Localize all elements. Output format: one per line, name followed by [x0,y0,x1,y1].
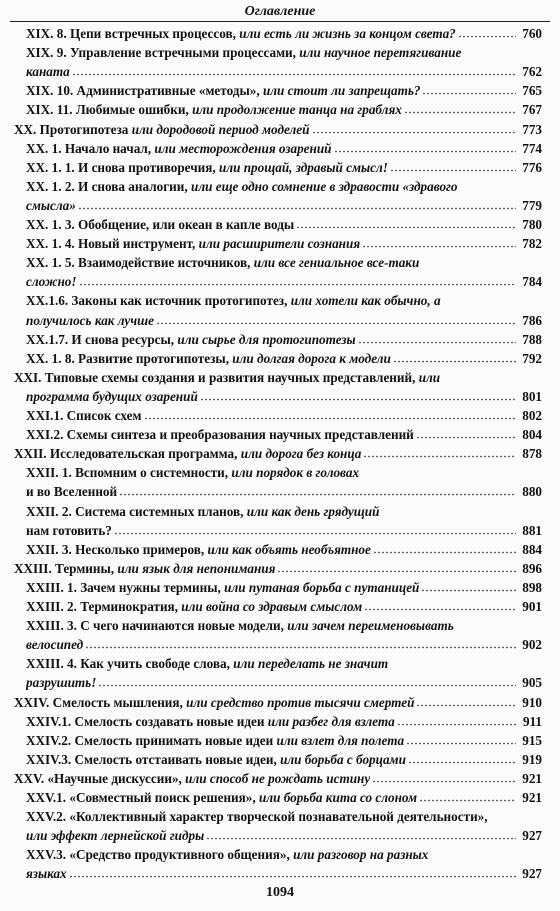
entry-title [26,387,198,406]
entry-title-text: XX. Протогипотеза [14,121,129,137]
toc-entry [0,330,560,349]
toc-entry [0,845,560,864]
entry-subtitle: или дородовой период моделей [128,121,310,137]
dot-leader [397,714,516,726]
page-number: 898 [522,579,542,595]
entry-title [26,139,332,158]
toc-entry [0,616,560,635]
toc-line [26,196,542,215]
toc-entry [0,24,560,43]
toc-line [26,425,542,444]
entry-subtitle: или борьба с борцами [276,751,406,767]
entry-title-text: XXI.2. Схемы синтеза и преобразования научных представлений [26,427,414,443]
dot-leader [404,102,516,114]
page-number: 921 [522,790,542,805]
page-number: 762 [522,64,542,80]
entry-title-text: XXII. 1. Вспомним о системности, [26,465,229,481]
toc-line [26,100,542,119]
toc-line [26,139,542,158]
page-number: 784 [522,274,542,290]
toc-entry [0,482,560,501]
toc-line [26,788,542,807]
page-number: 921 [522,770,542,786]
toc-line [14,693,542,712]
dot-leader [72,64,516,76]
toc-line [26,673,542,692]
entry-title-text: XXIII. 1. Зачем нужны термины, [26,579,221,595]
entry-title [26,272,77,291]
dot-leader [312,122,517,134]
entry-title-text: нам готовить? [26,522,112,538]
toc-line [26,177,542,196]
entry-title-text: XXIV.1. Смелость создавать новые идеи [26,713,265,729]
toc-line [14,769,542,788]
dot-leader [416,695,516,707]
entry-title-text: XXIII. 3. С чего начинаются новые модели, [26,618,284,634]
toc-line [26,253,542,272]
toc-line [26,406,542,425]
dot-leader [419,790,516,802]
toc-line [26,654,542,673]
toc-line [26,349,542,368]
entry-title [26,62,70,81]
dot-leader [408,752,516,764]
entry-title [26,463,359,482]
entry-title-text: XXV.1. «Совместный поиск решения», [26,790,256,805]
entry-title-text: XIX. 8. Цепи встречных процессов, [26,26,236,41]
page-number: 782 [522,236,542,252]
page-number: 919 [522,751,542,767]
entry-title [26,578,419,597]
toc-entry [0,597,560,616]
entry-title [26,712,395,731]
entry-subtitle: программа будущих озарений [26,388,198,404]
entry-title [26,349,391,368]
entry-subtitle: или стоит ли запрещать? [259,83,421,99]
entry-subtitle: или средство против тысячи смертей [182,694,415,710]
toc-entry [0,81,560,100]
toc-line [14,368,542,387]
toc-line [26,62,542,81]
dot-leader [362,236,516,248]
entry-title [26,845,428,864]
toc-entry [0,62,560,81]
entry-title [14,444,361,463]
dot-leader [373,542,516,554]
page-number: 927 [522,866,542,882]
page-number: 802 [522,408,542,423]
toc-line [26,597,542,616]
dot-leader [144,408,516,420]
entry-title [14,120,310,139]
toc-entry [0,807,560,826]
toc-entry [0,349,560,368]
entry-title-text: XIX. 9. Управление встречными процессами, [26,45,296,61]
entry-title-text: и во Вселенной [26,484,118,500]
entry-subtitle: или хотели как обычно, а [287,293,441,309]
toc-line [26,731,542,750]
toc-line [26,158,542,177]
entry-title [26,540,371,559]
toc-line [14,444,542,463]
entry-title [26,654,388,673]
toc-line [26,215,542,234]
entry-subtitle: или взлет для полета [273,732,405,748]
entry-subtitle: или есть ли жизнь за концом света? [235,26,456,41]
dot-leader [69,866,516,878]
page-number: 801 [522,388,542,404]
page-number: 792 [522,350,542,366]
page-number: 878 [522,446,542,462]
page-folio: 1094 [266,885,294,900]
entry-title-text: XX. 1. 5. Взаимодействие источников, [26,255,251,271]
toc-line [26,750,542,769]
toc-entry [0,158,560,177]
entry-subtitle: или война со здравым смыслом [177,599,363,614]
header-rule [10,21,550,22]
page-number: 767 [522,102,542,118]
page-number: 881 [522,522,542,538]
toc-entry [0,387,560,406]
toc-line [26,330,542,349]
entry-title-text: XIX. 10. Административные «методы», [26,83,260,99]
entry-title-text: XXV.2. «Коллективный характер творческой познавательной деятельности», [26,809,488,825]
dot-leader [114,523,516,535]
toc-entry [0,196,560,215]
toc-line [26,712,542,731]
entry-title-text: XX. 1. 8. Развитие протогипотезы, [26,350,229,366]
running-header-title: Оглавление [244,4,316,19]
entry-subtitle: или [415,369,441,385]
entry-title-text: XXV.3. «Средство продуктивного общения», [26,847,290,863]
toc-line [26,387,542,406]
page-number: 765 [522,83,542,99]
toc-entry [0,578,560,597]
entry-subtitle: или разбег для взлета [264,713,395,729]
dot-leader [416,427,516,439]
dot-leader [390,160,516,172]
toc-line [26,826,542,845]
dot-leader [85,637,516,649]
dot-leader [363,446,516,458]
entry-title-text: XX.1.6. Законы как источник протогипотез, [26,293,288,309]
entry-title [26,234,360,253]
entry-subtitle: или переделать не значит [229,656,389,672]
toc-entry [0,635,560,654]
toc-entry [0,693,560,712]
toc-line [26,635,542,654]
toc-entry [0,291,560,310]
toc-entry [0,100,560,119]
entry-title [14,769,370,788]
entry-title [26,616,454,635]
page-number: 776 [522,159,542,175]
toc-line [26,845,542,864]
entry-title [26,788,417,807]
entry-subtitle: сложно! [26,274,77,290]
entry-title-text: XXI. Типовые схемы создания и развития научных представлений, [14,369,416,385]
entry-title [26,196,76,215]
dot-leader [334,141,516,153]
page-number: 901 [522,599,542,614]
entry-subtitle: или прощай, здравый смысл! [215,159,388,175]
toc-entry [0,368,560,387]
entry-title [26,311,154,330]
entry-subtitle: или порядок в головах [228,465,360,481]
entry-title [26,826,204,845]
entry-subtitle: велосипед [26,637,84,653]
entry-subtitle: или продолжение танца на граблях [188,102,402,118]
page-number: 786 [522,312,542,328]
dot-leader [393,351,516,363]
toc-entry [0,788,560,807]
table-of-contents [0,24,560,884]
entry-title-text: XXI.1. Список схем [26,408,142,423]
toc-line [14,559,542,578]
toc-entry [0,234,560,253]
toc-line [26,540,542,559]
dot-leader [277,561,516,573]
toc-entry [0,750,560,769]
entry-title [14,693,414,712]
page-number: 780 [522,217,542,232]
toc-entry [0,177,560,196]
entry-subtitle: или еще одно сомнение в здравости «здравого [187,178,458,194]
entry-subtitle: или все гениальное все-таки [250,255,420,271]
toc-line [26,616,542,635]
toc-line [26,24,542,43]
page-number: 773 [522,121,542,137]
dot-leader [372,771,516,783]
entry-subtitle: или борьба кита со слоном [255,790,418,805]
entry-title [26,100,402,119]
toc-entry [0,139,560,158]
dot-leader [79,274,517,286]
entry-subtitle: получилось как лучше [26,312,154,328]
entry-subtitle: или разговор на разных [289,847,429,863]
toc-entry [0,826,560,845]
entry-title [26,597,362,616]
entry-title [26,864,67,883]
dot-leader [458,26,516,38]
entry-title [26,253,419,272]
entry-title [26,177,458,196]
dot-leader [364,599,516,611]
toc-entry [0,272,560,291]
entry-title-text: XX. 1. 4. Новый инструмент, [26,236,196,252]
toc-line [26,807,542,826]
entry-subtitle: разрушить! [26,675,97,691]
entry-subtitle: или месторождения озарений [151,140,332,156]
page-number: 896 [522,560,542,576]
toc-entry [0,864,560,883]
toc-entry [0,311,560,330]
dot-leader [98,675,516,687]
entry-subtitle: или язык для непонимания [114,560,276,576]
entry-subtitle: или дорога без конца [237,446,362,462]
entry-title-text: XX. 1. 1. И снова противоречия, [26,159,216,175]
entry-title [26,291,441,310]
entry-title-text: XXV. «Научные дискуссии», [14,770,182,786]
entry-title [26,406,142,425]
entry-title [26,502,379,521]
entry-subtitle: или как объять необъятное [204,541,371,557]
entry-title [26,24,456,43]
entry-subtitle: или зачем переименовывать [283,618,454,634]
entry-subtitle: или расширители сознания [195,236,361,252]
toc-entry [0,43,560,62]
page-number: 760 [522,26,542,41]
toc-entry [0,406,560,425]
entry-title-text: XXIII. 4. Как учить свободе слова, [26,656,230,672]
toc-line [26,521,542,540]
toc-entry [0,502,560,521]
toc-line [26,864,542,883]
toc-entry [0,215,560,234]
toc-entry [0,540,560,559]
entry-title-text: XXIV.3. Смелость отстаивать новые идеи, [26,751,277,767]
dot-leader [156,313,516,325]
toc-line [26,482,542,501]
entry-title [26,81,420,100]
page-number: 788 [522,331,542,347]
entry-title [26,635,83,654]
toc-line [26,81,542,100]
toc-entry [0,521,560,540]
entry-title [14,559,275,578]
toc-line [26,291,542,310]
page-number: 905 [522,675,542,691]
toc-entry [0,712,560,731]
entry-subtitle: или сырье для протогипотезы [174,331,356,347]
toc-line [26,311,542,330]
page-number: 915 [522,732,542,748]
dot-leader [206,828,516,840]
toc-line [26,578,542,597]
toc-line [26,272,542,291]
entry-title-text: XXII. 2. Система системных планов, [26,503,244,519]
entry-title [14,368,440,387]
entry-title-text: XXIV.2. Смелость принимать новые идеи [26,732,274,748]
toc-line [26,234,542,253]
toc-entry [0,444,560,463]
dot-leader [296,217,516,229]
dot-leader [422,83,516,95]
toc-entry [0,769,560,788]
entry-title [26,807,488,826]
entry-title [26,521,112,540]
toc-line [14,120,542,139]
dot-leader [406,733,516,745]
page-number: 902 [522,637,542,653]
page-number: 927 [522,828,542,844]
toc-entry [0,559,560,578]
page-number: 884 [522,541,542,557]
toc-entry [0,673,560,692]
entry-subtitle: или долгая дорога к модели [229,350,391,366]
entry-title [26,425,414,444]
entry-title [26,731,404,750]
page-number: 774 [522,140,542,156]
entry-subtitle: или эффект лернейской гидры [26,828,205,844]
toc-entry [0,654,560,673]
toc-entry [0,731,560,750]
entry-title-text: XX. 1. 3. Обобщение, или океан в капле воды [26,217,295,232]
entry-title-text: XX. 1. 2. И снова аналогии, [26,178,188,194]
toc-entry [0,253,560,272]
entry-title-text: XXIV. Смелость мышления, [14,694,183,710]
dot-leader [421,580,516,592]
page-number: 911 [522,713,542,729]
page-number: 910 [522,694,542,710]
entry-title [26,158,388,177]
entry-title [26,673,96,692]
entry-title-text: XXII. 3. Несколько примеров, [26,541,205,557]
dot-leader [119,484,516,496]
toc-line [26,502,542,521]
entry-title [26,482,117,501]
entry-title-text: XXIII. Термины, [14,560,115,576]
page-number: 779 [522,197,542,213]
entry-subtitle: или способ не рождать истину [181,770,371,786]
entry-subtitle: смысла» [26,197,76,213]
entry-title [26,750,406,769]
toc-line [26,463,542,482]
entry-title [26,215,294,234]
page-number: 804 [522,427,542,443]
entry-title [26,330,356,349]
toc-line [26,43,542,62]
toc-entry [0,120,560,139]
entry-title-text: XXIII. 2. Терминократия, [26,599,178,614]
entry-title-text: XIX. 11. Любимые ошибки, [26,102,189,118]
entry-subtitle: или научное перетягивание [295,45,462,61]
page-number: 880 [522,484,542,500]
toc-entry [0,425,560,444]
entry-subtitle: каната [26,64,70,80]
entry-subtitle: или как день грядущий [243,503,380,519]
entry-title [26,43,461,62]
entry-subtitle: языках [26,866,67,882]
dot-leader [200,389,516,401]
entry-title-text: XX. 1. Начало начал, [26,140,152,156]
entry-subtitle: или путаная борьба с путаницей [220,579,420,595]
dot-leader [78,198,516,210]
toc-entry [0,463,560,482]
entry-title-text: XX.1.7. И снова ресурсы, [26,331,175,347]
dot-leader [358,332,516,344]
entry-title-text: XXII. Исследовательская программа, [14,446,238,462]
